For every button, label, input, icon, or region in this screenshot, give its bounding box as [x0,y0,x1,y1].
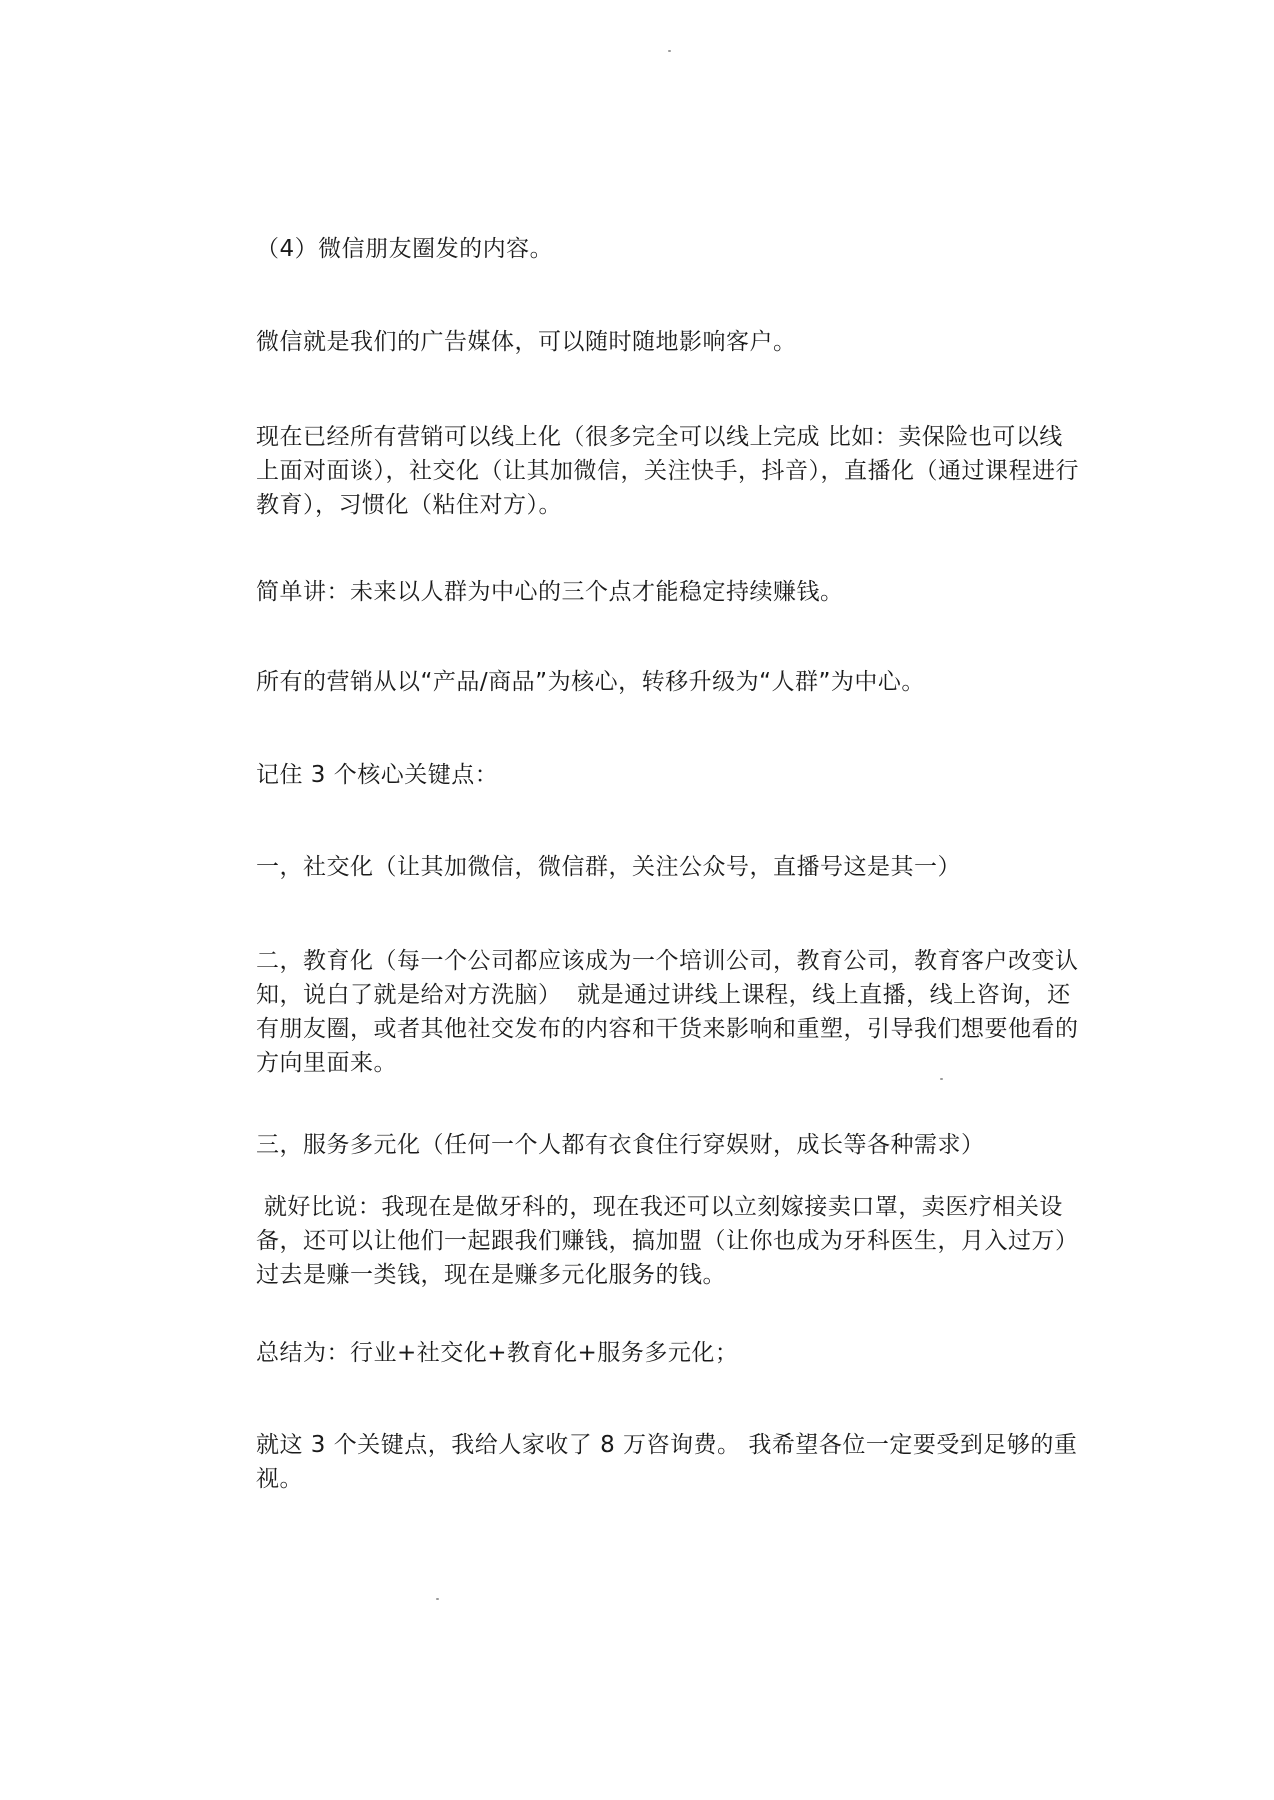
paragraph-wechat-media: 微信就是我们的广告媒体，可以随时随地影响客户。 [256,329,797,355]
paragraph-marketing-shift: 所有的营销从以“产品/商品”为核心，转移升级为“人群”为中心。 [256,669,925,695]
paragraph-conclusion: 总结为：行业+社交化+教育化+服务多元化； [256,1340,739,1366]
paragraph-point-two: 二，教育化（每一个公司都应该成为一个培训公司，教育公司，教育客户改变认知，说白了就是给对方洗脑） 就是通过讲线上课程，线上直播，线上咨询，还有朋友圈，或者其他社交发布的内容和干货来影响和重塑，引导我们想要他看的方向里面来。 [256,948,1079,1076]
paragraph-example: 就好比说：我现在是做牙科的，现在我还可以立刻嫁接卖口罩，卖医疗相关设备，还可以让他们一起跟我们赚钱，搞加盟（让你也成为牙科医生，月入过万） 过去是赚一类钱，现在是赚多元化服务的钱。 [256,1194,1095,1288]
paragraph-point-three: 三，服务多元化（任何一个人都有衣食住行穿娱财，成长等各种需求） [256,1132,985,1158]
paragraph-point-one: 一，社交化（让其加微信，微信群，关注公众号，直播号这是其一） [256,854,961,880]
paragraph-closing: 就这 3 个关键点，我给人家收了 8 万咨询费。 我希望各位一定要受到足够的重视。 [256,1432,1078,1492]
paragraph-summary-simple: 简单讲：未来以人群为中心的三个点才能稳定持续赚钱。 [256,579,844,605]
scan-speck [940,1078,943,1080]
scan-speck [668,50,671,52]
paragraph-section-heading: （4）微信朋友圈发的内容。 [256,236,554,262]
scan-speck [436,1598,439,1600]
paragraph-key-points-intro: 记住 3 个核心关键点： [256,762,499,788]
paragraph-online-marketing: 现在已经所有营销可以线上化（很多完全可以线上完成 比如：卖保险也可以线上面对面谈），社交化（让其加微信，关注快手，抖音），直播化（通过课程进行教育），习惯化（粘住对方）。 [256,424,1079,518]
